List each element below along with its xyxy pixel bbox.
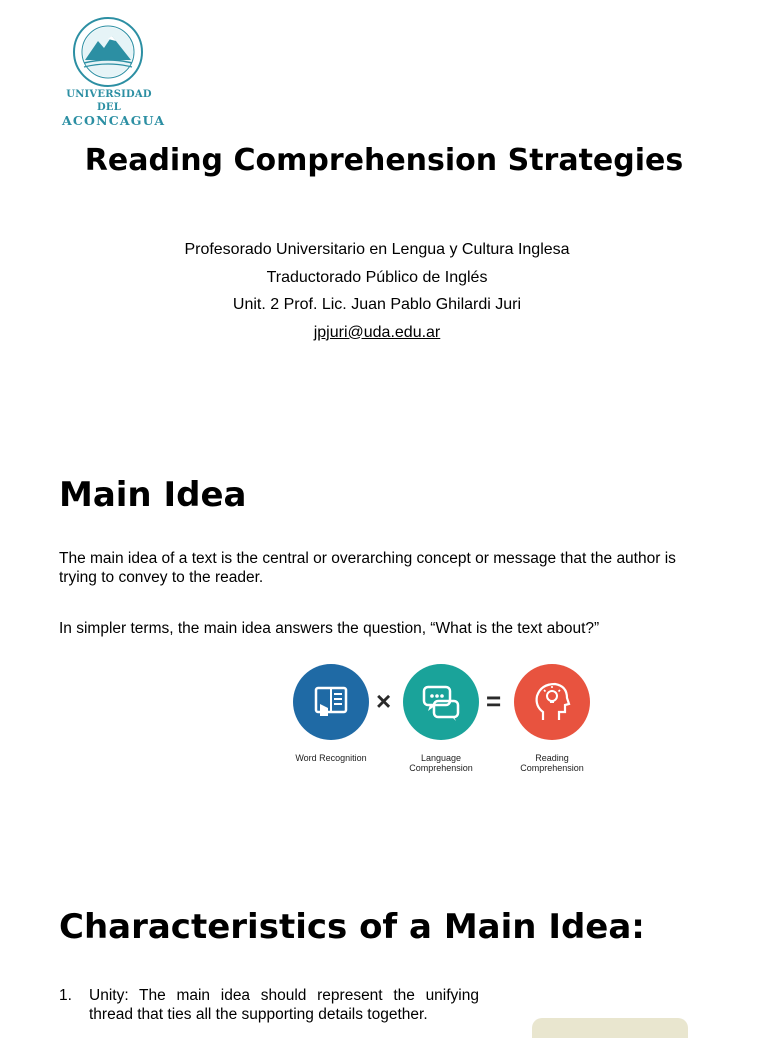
multiply-operator: × [376, 686, 392, 716]
decorative-shape [532, 1018, 688, 1038]
characteristics-list [59, 986, 479, 1024]
university-logo [62, 16, 166, 128]
main-idea-paragraph-1: The main idea of a text is the central or overarching concept or message that the author is trying to convey to the reader. [59, 550, 676, 586]
reading-equation-infographic [292, 664, 592, 776]
program-line: Profesorado Universitario en Lengua y Cultura Inglesa [184, 241, 570, 258]
book-icon [293, 664, 369, 740]
language-comprehension-item [396, 664, 486, 773]
main-idea-paragraph-2: In simpler terms, the main idea answers the question, “What is the text about?” [59, 620, 600, 637]
main-idea-heading: Main Idea [59, 475, 247, 515]
reading-comprehension-item [507, 664, 597, 773]
email-link[interactable]: jpjuri@uda.edu.ar [313, 323, 441, 341]
reading-comprehension-label: Reading Comprehension [520, 753, 584, 773]
list-item-number: 1. [59, 987, 72, 1004]
page-title: Reading Comprehension Strategies [84, 143, 684, 178]
word-recognition-label: Word Recognition [295, 753, 367, 763]
lightbulb-head-icon [514, 664, 590, 740]
equals-operator: = [486, 686, 502, 716]
word-recognition-item [286, 664, 376, 763]
subtitle-block [0, 236, 754, 346]
characteristics-heading: Characteristics of a Main Idea: [59, 907, 645, 947]
language-comprehension-label: Language Comprehension [409, 753, 473, 773]
list-item-text: Unity: The main idea should represent the unifying thread that ties all the supporting details together. [89, 987, 479, 1023]
list-item [59, 986, 479, 1024]
speech-bubbles-icon [403, 664, 479, 740]
unit-line: Unit. 2 Prof. Lic. Juan Pablo Ghilardi Juri [232, 296, 522, 313]
logo-line1: UNIVERSIDAD DEL [66, 89, 152, 113]
program-line-2: Traductorado Público de Inglés [266, 268, 488, 286]
logo-line2: ACONCAGUA [62, 113, 166, 128]
university-seal-icon [68, 16, 148, 88]
